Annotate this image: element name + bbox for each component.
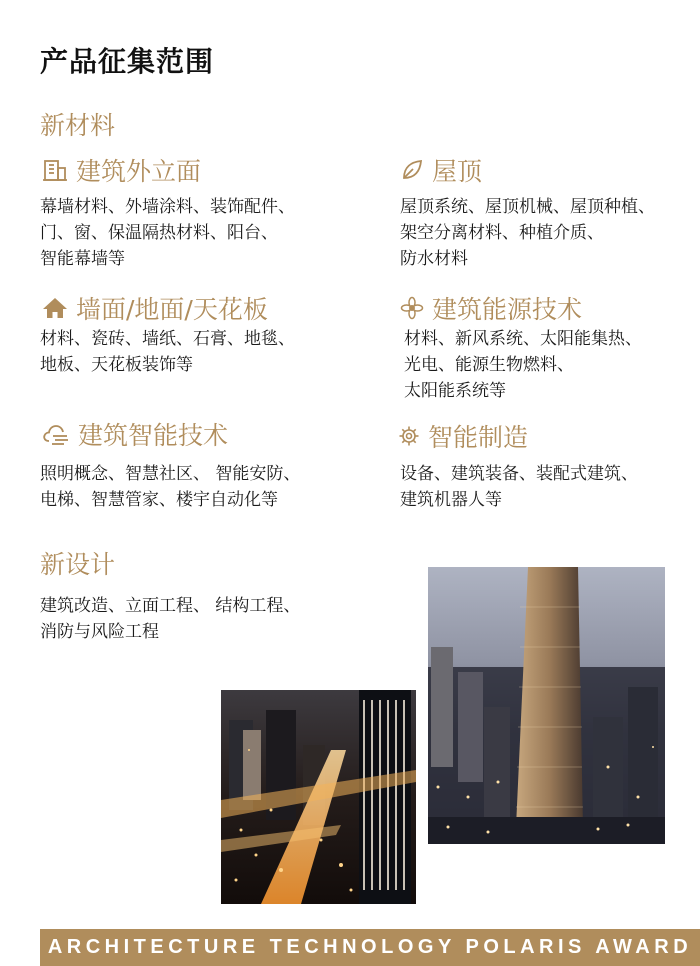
category-heading-roof (400, 152, 482, 188)
text-line: 建筑改造、立面工程、 结构工程、 (40, 596, 301, 616)
text-line: 消防与风险工程 (40, 622, 159, 642)
category-title: 屋顶 (432, 157, 483, 186)
category-title: 建筑智能技术 (78, 421, 229, 450)
home-icon (42, 296, 68, 320)
text-line: 太阳能系统等 (404, 381, 506, 401)
text-line: 材料、新风系统、太阳能集热、 (404, 329, 642, 349)
text-line: 照明概念、智慧社区、 智能安防、 (40, 464, 301, 484)
skyscraper-photo (428, 567, 665, 844)
category-title: 墙面/地面/天花板 (76, 295, 268, 324)
building-icon (42, 157, 68, 183)
category-title: 智能制造 (428, 423, 529, 452)
text-line: 建筑机器人等 (400, 490, 502, 510)
leaf-icon (400, 158, 424, 182)
category-heading-intelligence (42, 416, 228, 452)
text-line: 材料、瓷砖、墙纸、石膏、地毯、 (40, 329, 295, 349)
text-line: 幕墙材料、外墙涂料、装饰配件、 (40, 197, 295, 217)
text-line: 防水材料 (400, 249, 468, 269)
category-heading-manufacturing (398, 418, 528, 454)
text-line: 门、窗、保温隔热材料、阳台、 (40, 223, 278, 243)
category-text-energy (404, 326, 642, 404)
category-text-manufacturing (400, 461, 638, 513)
section-title-new-design: 新设计 (40, 550, 116, 579)
cloud-icon (42, 423, 70, 445)
category-text-intelligence (40, 461, 300, 513)
category-text-wall-floor-ceiling (40, 326, 295, 378)
section-text-new-design (40, 593, 300, 645)
gear-icon (398, 425, 420, 447)
city-night-photo (221, 690, 416, 904)
flower-icon (400, 296, 424, 320)
text-line: 智能幕墙等 (40, 249, 125, 269)
text-line: 设备、建筑装备、装配式建筑、 (400, 464, 638, 484)
text-line: 电梯、智慧管家、楼宇自动化等 (40, 490, 278, 510)
text-line: 光电、能源生物燃料、 (404, 355, 574, 375)
category-heading-energy (400, 290, 582, 326)
section-title-new-materials: 新材料 (40, 111, 116, 140)
category-heading-facade (42, 152, 201, 188)
text-line: 屋顶系统、屋顶机械、屋顶种植、 (400, 197, 655, 217)
category-heading-wall-floor-ceiling (42, 290, 268, 326)
footer-banner: ARCHITECTURE TECHNOLOGY POLARIS AWARD (40, 929, 700, 966)
text-line: 架空分离材料、种植介质、 (400, 223, 604, 243)
category-title: 建筑能源技术 (432, 295, 583, 324)
category-text-facade (40, 194, 295, 272)
category-title: 建筑外立面 (76, 157, 202, 186)
page-title: 产品征集范围 (40, 45, 215, 78)
text-line: 地板、天花板装饰等 (40, 355, 193, 375)
category-text-roof (400, 194, 655, 272)
